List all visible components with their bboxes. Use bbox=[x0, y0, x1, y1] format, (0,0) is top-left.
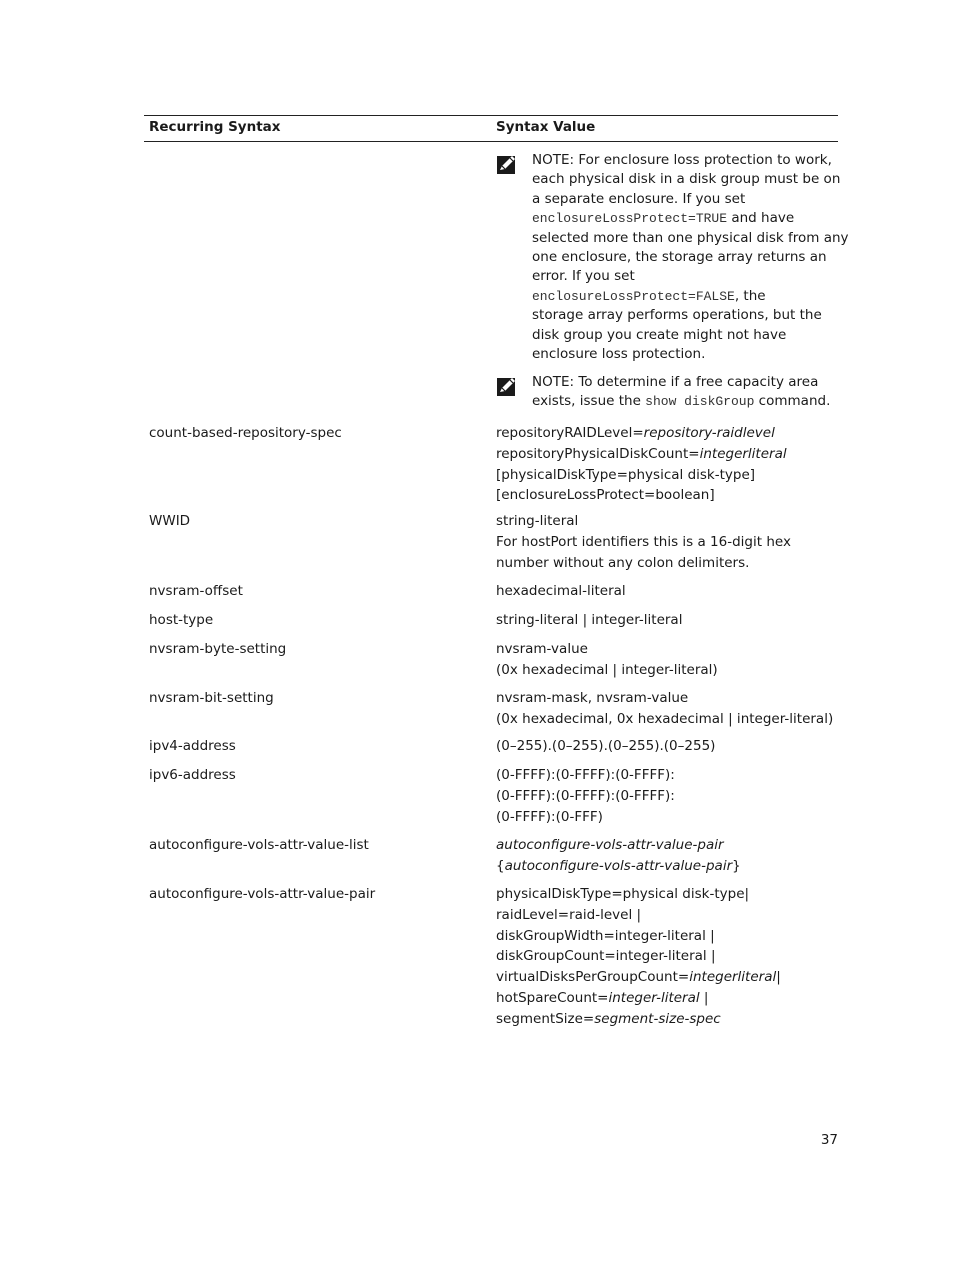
note-line: NOTE: For enclosure loss protection to work, bbox=[532, 152, 832, 168]
value-line: physicalDiskType=physical disk-type| bbox=[496, 886, 750, 902]
value-line: hotSpareCount=integer-literal | bbox=[496, 989, 709, 1006]
value-line: [physicalDiskType=physical disk-type] bbox=[496, 466, 756, 483]
value-line: For hostPort identifiers this is a 16-digit hex bbox=[496, 533, 791, 550]
note-text bbox=[532, 373, 842, 412]
syntax-name: ipv6-address bbox=[149, 767, 236, 783]
value-line: autoconfigure-vols-attr-value-pair bbox=[496, 837, 724, 853]
value-line: raidLevel=raid-level | bbox=[496, 906, 642, 923]
value-line: diskGroupWidth=integer-literal | bbox=[496, 927, 715, 944]
syntax-table bbox=[144, 115, 849, 1027]
header-recurring-syntax: Recurring Syntax bbox=[149, 119, 281, 135]
note-line: NOTE: To determine if a free capacity area bbox=[532, 374, 819, 390]
syntax-value bbox=[496, 581, 838, 602]
value-line: nvsram-mask, nvsram-value bbox=[496, 690, 689, 706]
note-pencil-icon bbox=[496, 153, 518, 175]
note-line: enclosureLossProtect=TRUE and have bbox=[532, 210, 795, 227]
value-line: diskGroupCount=integer-literal | bbox=[496, 948, 716, 965]
value-line: string-literal bbox=[496, 513, 579, 529]
note-pencil-icon bbox=[496, 375, 518, 397]
syntax-name: nvsram-byte-setting bbox=[149, 641, 287, 657]
syntax-name: nvsram-offset bbox=[149, 583, 243, 599]
value-line: (0-FFFF):(0-FFF) bbox=[496, 808, 603, 825]
note-text bbox=[532, 151, 849, 364]
value-line: string-literal | integer-literal bbox=[496, 612, 683, 628]
value-line: (0x hexadecimal | integer-literal) bbox=[496, 661, 718, 678]
header-syntax-value: Syntax Value bbox=[496, 119, 596, 135]
syntax-name: autoconfigure-vols-attr-value-list bbox=[149, 837, 369, 853]
value-line: number without any colon delimiters. bbox=[496, 554, 750, 571]
syntax-value bbox=[496, 765, 838, 827]
syntax-value bbox=[496, 610, 838, 631]
value-line: virtualDisksPerGroupCount=integerliteral| bbox=[496, 969, 781, 986]
syntax-name: count-based-repository-spec bbox=[149, 425, 342, 441]
syntax-value bbox=[496, 688, 838, 730]
note-line: disk group you create might not have bbox=[532, 326, 787, 343]
syntax-name: nvsram-bit-setting bbox=[149, 690, 274, 706]
value-line: (0–255).(0–255).(0–255).(0–255) bbox=[496, 738, 716, 754]
value-line: (0x hexadecimal, 0x hexadecimal | integer-literal) bbox=[496, 710, 834, 727]
table-header bbox=[144, 116, 838, 142]
value-line: (0-FFFF):(0-FFFF):(0-FFFF): bbox=[496, 787, 675, 804]
syntax-value bbox=[496, 835, 838, 877]
syntax-value bbox=[496, 511, 838, 573]
syntax-name: autoconfigure-vols-attr-value-pair bbox=[149, 886, 376, 902]
value-line: (0-FFFF):(0-FFFF):(0-FFFF): bbox=[496, 767, 675, 783]
value-line: segmentSize=segment-size-spec bbox=[496, 1010, 721, 1027]
note-line: enclosure loss protection. bbox=[532, 346, 706, 363]
syntax-value bbox=[496, 639, 838, 681]
note-line: each physical disk in a disk group must be on bbox=[532, 171, 841, 188]
note-line: one enclosure, the storage array returns an bbox=[532, 249, 827, 266]
note-line: a separate enclosure. If you set bbox=[532, 190, 746, 207]
syntax-value bbox=[496, 736, 838, 757]
syntax-value bbox=[496, 423, 838, 506]
value-line: nvsram-value bbox=[496, 641, 588, 657]
note-line: error. If you set bbox=[532, 268, 635, 285]
value-line: repositoryPhysicalDiskCount=integerliteral bbox=[496, 445, 787, 462]
syntax-name: host-type bbox=[149, 612, 214, 628]
value-line: [enclosureLossProtect=boolean] bbox=[496, 487, 715, 504]
syntax-name: ipv4-address bbox=[149, 738, 236, 754]
value-line: hexadecimal-literal bbox=[496, 583, 626, 599]
syntax-name: WWID bbox=[149, 513, 191, 529]
page-number: 37 bbox=[820, 1132, 838, 1148]
value-line: repositoryRAIDLevel=repository-raidlevel bbox=[496, 425, 775, 441]
note-line: enclosureLossProtect=FALSE, the bbox=[532, 287, 766, 304]
note-line: exists, issue the show diskGroup command. bbox=[532, 393, 831, 410]
value-line: {autoconfigure-vols-attr-value-pair} bbox=[496, 857, 741, 874]
syntax-value bbox=[496, 884, 838, 1030]
note-line: storage array performs operations, but the bbox=[532, 307, 822, 324]
note-line: selected more than one physical disk from any bbox=[532, 229, 849, 246]
